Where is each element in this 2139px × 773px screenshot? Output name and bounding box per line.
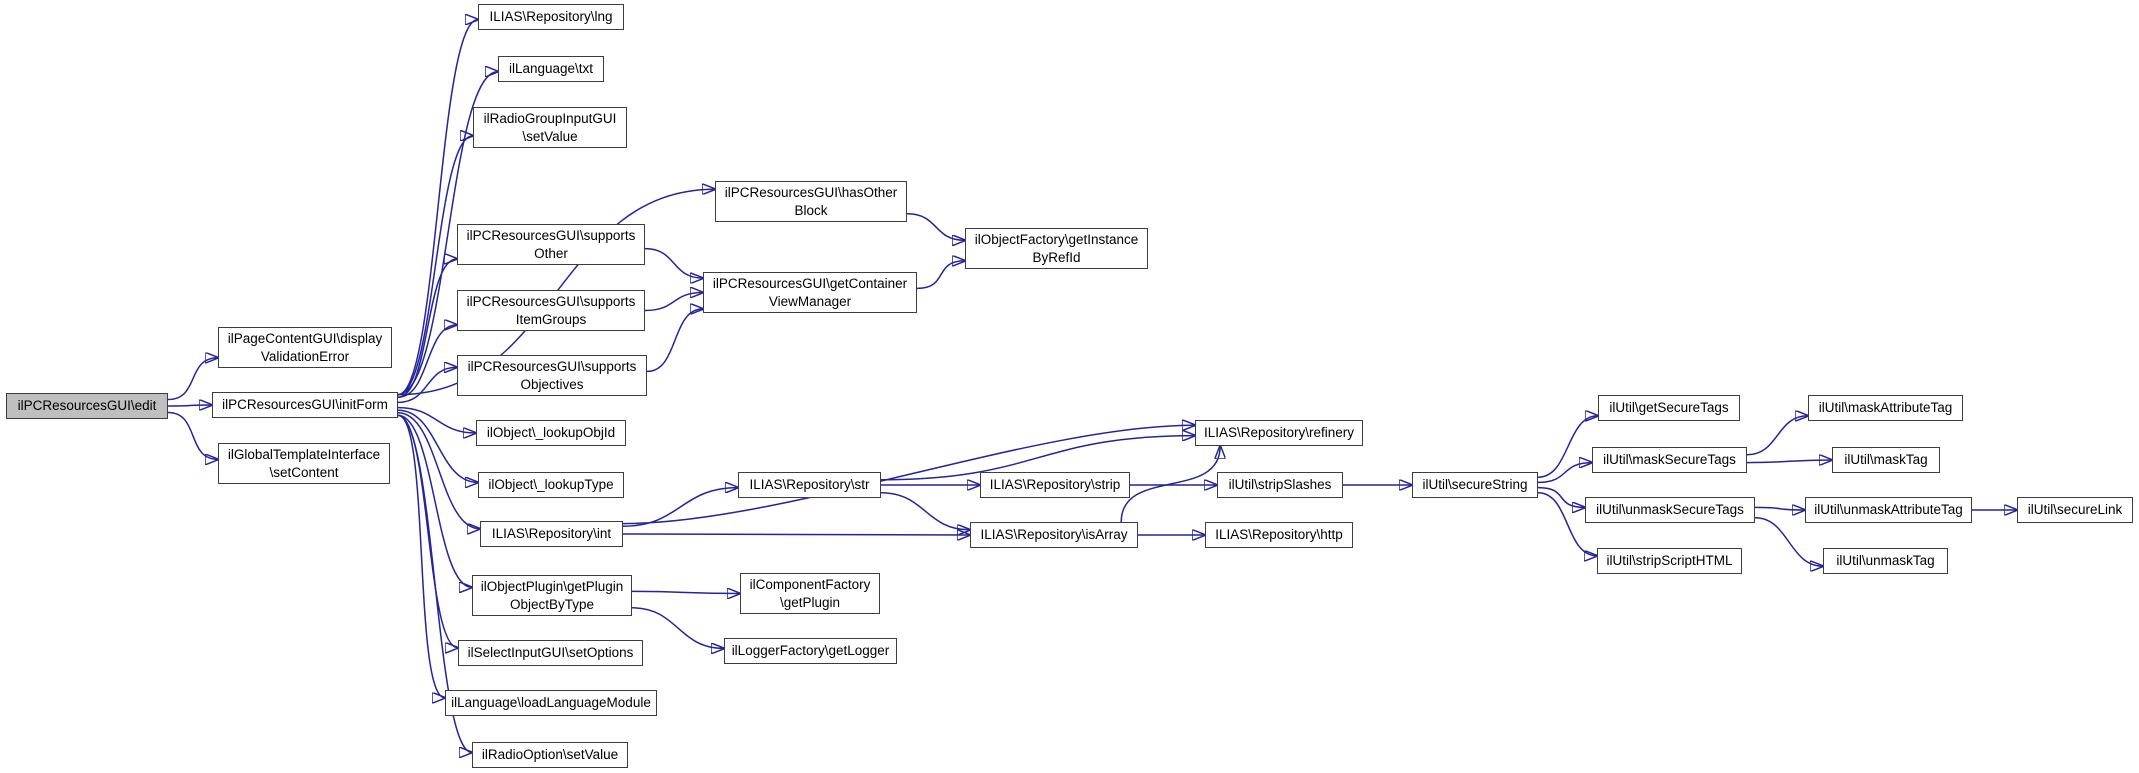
graph-node-label: ilUtil\stripSlashes	[1228, 477, 1332, 493]
graph-node-int[interactable]	[480, 521, 623, 547]
graph-node-componentGetPlugin[interactable]	[740, 573, 880, 614]
edge-secureString-to-getSecureTags	[1538, 416, 1598, 477]
graph-node-label: ILIAS\Repository\http	[1215, 527, 1343, 543]
edge-initForm-to-supportsOther	[398, 259, 457, 397]
edge-isArray-to-refinery	[1121, 446, 1220, 522]
graph-node-isArray[interactable]	[970, 522, 1138, 548]
graph-node-label: ILIAS\Repository\strip	[989, 477, 1121, 493]
graph-node-label: ilPCResourcesGUI\supports	[466, 293, 636, 309]
graph-node-label: ilComponentFactory	[749, 576, 871, 592]
graph-node-label: ILIAS\Repository\isArray	[980, 527, 1128, 543]
graph-node-label: ilGlobalTemplateInterface	[227, 446, 381, 462]
graph-node-label: ilPCResourcesGUI\initForm	[222, 397, 388, 413]
graph-node-label: \setValue	[522, 128, 578, 144]
edge-unmaskSecureTags-to-unmaskAttributeTag	[1755, 507, 1805, 510]
edge-hasOtherBlock-to-getInstanceByRefId	[907, 214, 965, 241]
edge-supportsItemGroups-to-getContainerViewManager	[645, 293, 703, 311]
graph-node-strip[interactable]	[980, 472, 1130, 498]
edge-edit-to-displayValidationError	[168, 358, 218, 400]
graph-node-getContainerViewManager[interactable]	[703, 272, 917, 313]
graph-node-label: ViewManager	[768, 293, 852, 309]
graph-node-label: ilObjectPlugin\getPlugin	[480, 578, 624, 594]
graph-node-displayValidationError[interactable]	[218, 327, 392, 368]
graph-node-lookupObjId[interactable]	[476, 420, 626, 446]
edges	[168, 20, 2017, 753]
graph-node-label: ilPCResourcesGUI\supports	[467, 358, 637, 374]
edge-maskSecureTags-to-maskTag	[1747, 460, 1832, 463]
graph-node-lookupType[interactable]	[478, 472, 624, 498]
edge-initForm-to-setOptions	[398, 415, 458, 647]
graph-node-txt[interactable]	[498, 56, 604, 82]
graph-node-label: ilRadioOption\setValue	[481, 747, 619, 763]
edge-getPluginObjectByType-to-componentGetPlugin	[632, 591, 740, 593]
graph-node-label: ilPCResourcesGUI\hasOther	[724, 184, 898, 200]
edge-maskSecureTags-to-maskAttributeTag	[1747, 416, 1808, 455]
graph-node-label: ilObject\_lookupType	[488, 477, 614, 493]
graph-node-refinery[interactable]	[1195, 420, 1363, 446]
graph-node-radioGroupSetValue[interactable]	[473, 107, 627, 148]
graph-node-label: ValidationError	[260, 348, 350, 364]
graph-node-label: ilRadioGroupInputGUI	[483, 110, 617, 126]
graph-node-loadLanguageModule[interactable]	[445, 690, 657, 716]
graph-node-label: ilUtil\getSecureTags	[1609, 400, 1729, 416]
edge-unmaskSecureTags-to-unmaskTag	[1755, 518, 1823, 566]
graph-node-edit	[6, 393, 168, 419]
graph-node-label: ilObject\_lookupObjId	[486, 425, 616, 441]
graph-node-supportsOther[interactable]	[457, 224, 645, 265]
graph-node-supportsItemGroups[interactable]	[457, 290, 645, 331]
graph-node-unmaskTag[interactable]	[1823, 548, 1948, 574]
edge-supportsOther-to-getContainerViewManager	[645, 249, 703, 279]
graph-node-label: ItemGroups	[515, 311, 587, 327]
graph-node-label: ilUtil\unmaskSecureTags	[1596, 502, 1744, 518]
graph-node-supportsObjectives[interactable]	[457, 355, 647, 396]
graph-node-label: Objectives	[520, 376, 584, 392]
edge-getContainerViewManager-to-getInstanceByRefId	[917, 261, 965, 289]
graph-node-label: ByRefId	[1032, 249, 1081, 265]
edge-getPluginObjectByType-to-loggerGetLogger	[632, 608, 724, 649]
graph-node-label: ilPCResourcesGUI\getContainer	[712, 275, 908, 291]
graph-node-label: ilUtil\stripScriptHTML	[1606, 553, 1733, 569]
edge-supportsObjectives-to-getContainerViewManager	[647, 309, 703, 372]
edge-secureString-to-unmaskSecureTags	[1538, 488, 1585, 508]
graph-node-label: ilUtil\secureLink	[2027, 502, 2123, 518]
graph-node-label: ILIAS\Repository\int	[491, 526, 612, 542]
graph-node-loggerGetLogger[interactable]	[724, 638, 897, 664]
graph-node-unmaskSecureTags[interactable]	[1585, 497, 1755, 523]
graph-node-label: ilPageContentGUI\display	[227, 330, 383, 346]
graph-node-label: ilPCResourcesGUI\edit	[17, 398, 157, 414]
graph-node-secureLink[interactable]	[2017, 497, 2133, 523]
graph-node-label: ObjectByType	[509, 596, 595, 612]
graph-node-label: \setContent	[269, 464, 339, 480]
edge-str-to-isArray	[881, 493, 970, 530]
graph-node-label: ilUtil\maskTag	[1844, 452, 1928, 468]
edge-secureString-to-maskSecureTags	[1538, 463, 1592, 483]
graph-node-label: ILIAS\Repository\lng	[489, 9, 613, 25]
graph-node-label: ILIAS\Repository\refinery	[1203, 425, 1355, 441]
edge-edit-to-setContent	[168, 413, 218, 460]
graph-node-stripScriptHTML[interactable]	[1597, 548, 1742, 574]
graph-node-label: \getPlugin	[779, 594, 841, 610]
edge-edit-to-initForm	[168, 405, 212, 406]
graph-node-label: Other	[534, 245, 568, 261]
graph-node-secureString[interactable]	[1412, 472, 1538, 498]
graph-node-label: ilUtil\secureString	[1422, 477, 1528, 493]
graph-node-maskTag[interactable]	[1832, 447, 1940, 473]
graph-node-setContent[interactable]	[218, 443, 390, 484]
graph-node-unmaskAttributeTag[interactable]	[1805, 497, 1972, 523]
graph-node-label: ilObjectFactory\getInstance	[974, 231, 1139, 247]
edge-initForm-to-loadLanguageModule	[398, 415, 445, 697]
graph-node-getInstanceByRefId[interactable]	[965, 228, 1148, 269]
graph-node-label: ilLanguage\txt	[508, 61, 594, 77]
graph-node-initForm[interactable]	[212, 392, 398, 418]
graph-node-lng[interactable]	[478, 4, 624, 30]
graph-node-radioOptionSetValue[interactable]	[472, 742, 628, 768]
graph-node-hasOtherBlock[interactable]	[715, 181, 907, 222]
graph-node-label: ilUtil\unmaskTag	[1836, 553, 1935, 569]
graph-node-maskAttributeTag[interactable]	[1808, 395, 1963, 421]
graph-node-label: ilUtil\maskSecureTags	[1603, 452, 1736, 468]
edge-int-to-isArray	[623, 534, 970, 535]
graph-node-getSecureTags[interactable]	[1598, 395, 1740, 421]
graph-node-str[interactable]	[738, 472, 881, 498]
graph-node-maskSecureTags[interactable]	[1592, 447, 1747, 473]
graph-node-http[interactable]	[1205, 522, 1353, 548]
graph-node-stripSlashes[interactable]	[1217, 472, 1343, 498]
graph-node-label: Block	[794, 202, 828, 218]
graph-node-label: ilSelectInputGUI\setOptions	[467, 645, 634, 661]
graph-node-getPluginObjectByType[interactable]	[472, 575, 632, 616]
graph-node-label: ilPCResourcesGUI\supports	[466, 227, 636, 243]
edge-initForm-to-supportsObjectives	[398, 367, 457, 402]
graph-node-label: ilLoggerFactory\getLogger	[731, 643, 890, 659]
graph-node-label: ilUtil\unmaskAttributeTag	[1814, 502, 1963, 518]
graph-node-label: ilUtil\maskAttributeTag	[1818, 400, 1953, 416]
graph-node-setOptions[interactable]	[458, 640, 643, 666]
graph-node-label: ILIAS\Repository\str	[749, 477, 870, 493]
graph-node-label: ilLanguage\loadLanguageModule	[451, 695, 651, 711]
